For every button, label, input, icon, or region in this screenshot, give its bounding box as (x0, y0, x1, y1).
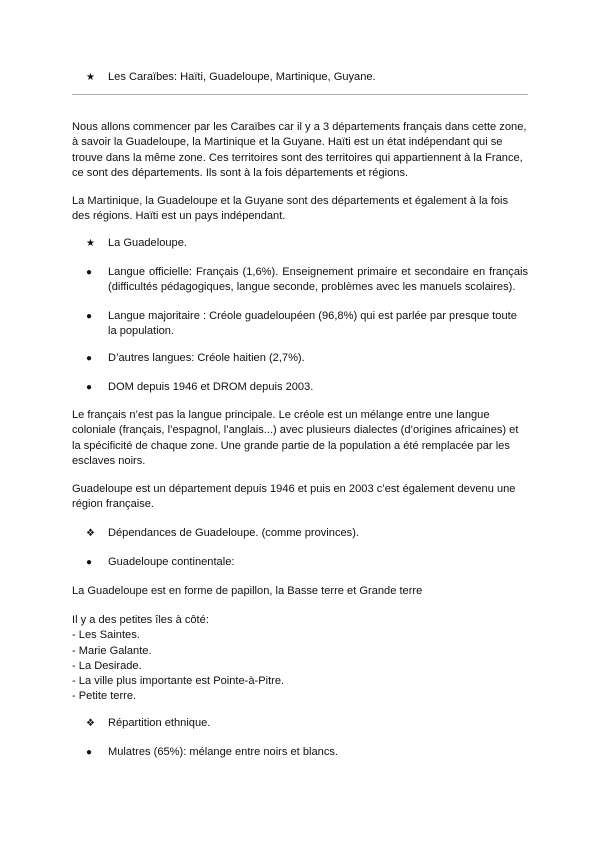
dot-bullet-icon: ● (86, 747, 93, 758)
list-item-text: DOM depuis 1946 et DROM depuis 2003. (108, 381, 314, 393)
island-item: - Petite terre. (72, 690, 137, 703)
paragraph-creole (72, 408, 528, 469)
paragraph-line: Guadeloupe est un département depuis 1946 et puis en 2003 c’est également devenu une (72, 483, 516, 495)
paragraph-line: la spécificité de chaque zone. Une grande partie de la population a été remplacée par les (72, 439, 510, 452)
list-item-text: Répartition ethnique. (108, 717, 211, 729)
dot-bullet-icon: ● (86, 557, 93, 568)
star-bullet-icon: ★ (86, 238, 95, 249)
list-item-text: Mulatres (65%): mélange entre noirs et blancs. (108, 746, 338, 758)
island-item: - La ville plus importante est Pointe-à-Pitre. (72, 675, 285, 688)
list-item-text: Les Caraïbes: Haïti, Guadeloupe, Martinique, Guyane. (108, 71, 376, 83)
list-item-autres-langues (86, 351, 528, 366)
list-item-langue-officielle (86, 265, 528, 296)
island-item: - La Desirade. (72, 659, 142, 672)
dot-bullet-icon: ● (86, 311, 93, 322)
paragraph-line: La Martinique, la Guadeloupe et la Guyane sont des départements et également à la fois (72, 195, 509, 207)
horizontal-divider (72, 94, 528, 95)
list-item-text: Langue majoritaire : Créole guadeloupéen (96,8%) qui est parlée par presque toute la population. (108, 310, 517, 338)
list-item-text: Guadeloupe continentale: (108, 556, 235, 568)
paragraph-line: Nous allons commencer par les Caraïbes car il y a 3 départements français dans cette zone, (72, 121, 527, 133)
islands-intro: Il y a des petites îles à côté: (72, 614, 209, 626)
list-item-guadeloupe-heading (86, 236, 528, 251)
islands-list (72, 613, 528, 705)
diamond-bullet-icon: ❖ (86, 718, 95, 729)
paragraph-line: région française. (72, 498, 155, 511)
paragraph-intro (72, 120, 528, 181)
paragraph-line: à savoir la Guadeloupe, la Martinique et la Guyane. Haïti est un état indépendant qui se (72, 136, 503, 149)
paragraph-departements (72, 194, 528, 225)
list-item-dependances (86, 526, 528, 541)
list-item-dom-drom (86, 380, 528, 395)
dot-bullet-icon: ● (86, 353, 93, 364)
list-item-text: D’autres langues: Créole haitien (2,7%). (108, 352, 305, 364)
paragraph-papillon (72, 584, 528, 599)
paragraph-line: Le français n’est pas la langue principale. Le créole est un mélange entre une langue (72, 409, 490, 421)
diamond-bullet-icon: ❖ (86, 528, 95, 539)
list-item-text: Dépendances de Guadeloupe. (comme provinces). (108, 527, 359, 539)
paragraph-line: trouve dans la même zone. Ces territoires sont des territoires qui appartiennent à la France, (72, 151, 523, 164)
island-item: - Les Saintes. (72, 629, 140, 642)
paragraph-line: coloniale (français, l’espagnol, l’anglais...) avec plusieurs dialectes (d’origines africaines) et (72, 424, 519, 437)
list-item-langue-majoritaire (86, 309, 528, 340)
list-item-text: Langue officielle: Français (1,6%). Enseignement primaire et secondaire en français (difficultés pédagogiques, langue seconde, problèmes avec les manuels scolaires). (108, 266, 528, 294)
paragraph-line: ce sont des départements. Ils sont à la fois départements et régions. (72, 166, 409, 179)
list-item-continentale (86, 555, 528, 570)
paragraph-line: esclaves noirs. (72, 454, 146, 467)
dot-bullet-icon: ● (86, 267, 93, 278)
island-item: - Marie Galante. (72, 644, 152, 657)
list-item-caraibes (86, 70, 528, 85)
paragraph-line: des régions. Haïti est un pays indépendant. (72, 210, 286, 223)
list-item-mulatres (86, 745, 528, 760)
paragraph-line: La Guadeloupe est en forme de papillon, la Basse terre et Grande terre (72, 585, 423, 597)
list-item-repartition (86, 716, 528, 731)
list-item-text: La Guadeloupe. (108, 237, 187, 249)
dot-bullet-icon: ● (86, 382, 93, 393)
paragraph-region (72, 482, 528, 513)
star-bullet-icon: ★ (86, 72, 95, 83)
